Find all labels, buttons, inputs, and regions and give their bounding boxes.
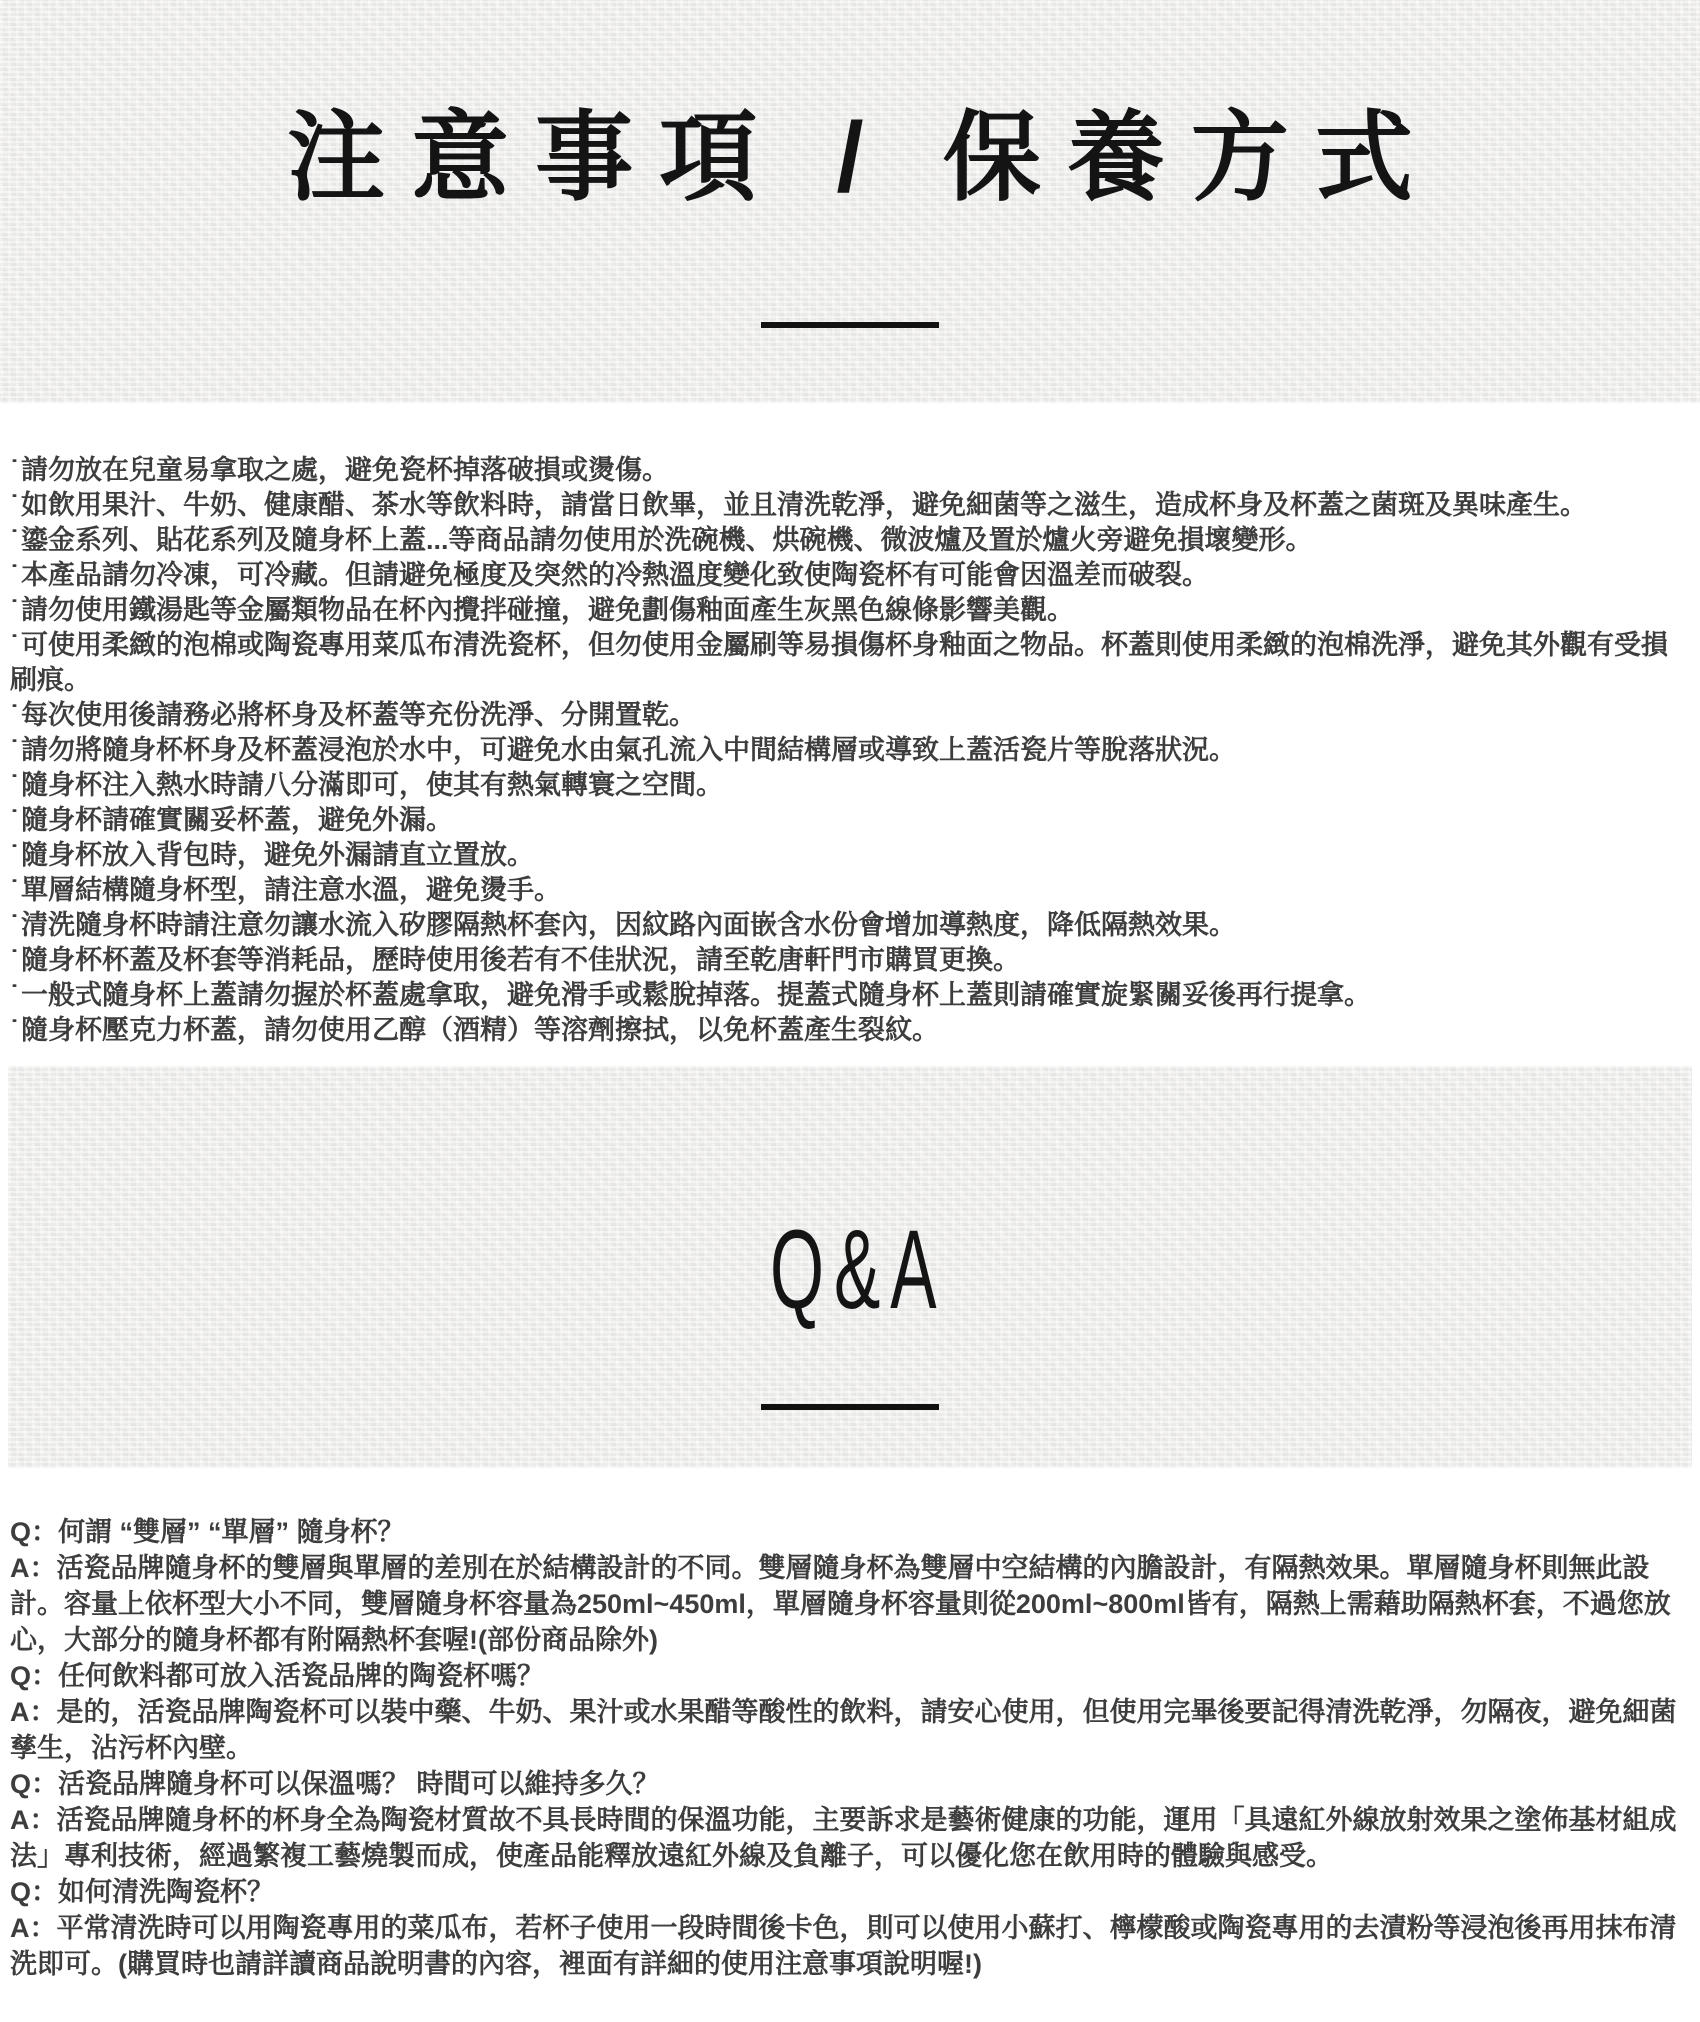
bullet-icon: ˙ <box>10 805 19 835</box>
bullet-icon: ˙ <box>10 910 19 940</box>
list-item <box>10 628 1690 698</box>
list-item-text: 隨身杯注入熱水時請八分滿即可，使其有熱氣轉寰之空間。 <box>21 770 723 800</box>
bullet-icon: ˙ <box>10 770 19 800</box>
bullet-icon: ˙ <box>10 735 19 765</box>
list-item <box>10 698 1690 733</box>
bullet-icon: ˙ <box>10 630 19 660</box>
bullet-icon: ˙ <box>10 980 19 1010</box>
list-item <box>10 488 1690 523</box>
list-item <box>10 978 1690 1013</box>
qa-answer: A：活瓷品牌隨身杯的杯身全為陶瓷材質故不具長時間的保溫功能，主要訴求是藝術健康的功能，運用「具遠紅外線放射效果之塗佈基材組成法」專利技術，經過繁複工藝燒製而成，使產品能釋放遠紅外線及負離子，可以優化您在飲用時的體驗與感受。 <box>10 1805 1677 1871</box>
list-item <box>10 1013 1690 1048</box>
bullet-icon: ˙ <box>10 525 19 555</box>
qa-question: Q：任何飲料都可放入活瓷品牌的陶瓷杯嗎？ <box>10 1661 545 1691</box>
title-divider <box>761 322 939 328</box>
bullet-icon: ˙ <box>10 1015 19 1045</box>
list-item-text: 隨身杯請確實關妥杯蓋，避免外漏。 <box>21 805 453 835</box>
list-item-text: 隨身杯杯蓋及杯套等消耗品，歷時使用後若有不佳狀況，請至乾唐軒門市購買更換。 <box>21 945 1020 975</box>
list-item-text: 單層結構隨身杯型，請注意水溫，避免燙手。 <box>21 875 561 905</box>
list-item-text: 本產品請勿冷凍，可冷藏。但請避免極度及突然的冷熱溫度變化致使陶瓷杯有可能會因溫差而破裂。 <box>21 560 1209 590</box>
list-item-text: 可使用柔緻的泡棉或陶瓷專用菜瓜布清洗瓷杯，但勿使用金屬刷等易損傷杯身釉面之物品。杯蓋則使用柔緻的泡棉洗淨，避免其外觀有受損刷痕。 <box>10 630 1668 695</box>
bullet-icon: ˙ <box>10 840 19 870</box>
list-item <box>10 453 1690 488</box>
list-item <box>10 558 1690 593</box>
page-title: 注意事項 / 保養方式 <box>287 102 1439 212</box>
list-item-text: 隨身杯壓克力杯蓋，請勿使用乙醇（酒精）等溶劑擦拭，以免杯蓋產生裂紋。 <box>21 1015 939 1045</box>
bullet-icon: ˙ <box>10 490 19 520</box>
list-item <box>10 523 1690 558</box>
qa-list <box>0 1468 1700 2022</box>
notice-list <box>0 403 1700 1066</box>
list-item-text: 清洗隨身杯時請注意勿讓水流入矽膠隔熱杯套內，因紋路內面嵌含水份會增加導熱度，降低隔熱效果。 <box>21 910 1236 940</box>
qa-title: Q&A <box>769 1207 947 1332</box>
list-item-text: 請勿使用鐵湯匙等金屬類物品在杯內攪拌碰撞，避免劃傷釉面產生灰黑色線條影響美觀。 <box>21 595 1074 625</box>
list-item <box>10 873 1690 908</box>
bullet-icon: ˙ <box>10 945 19 975</box>
qa-divider <box>761 1404 939 1410</box>
list-item <box>10 593 1690 628</box>
bullet-icon: ˙ <box>10 455 19 485</box>
list-item-text: 如飲用果汁、牛奶、健康醋、茶水等飲料時，請當日飲畢，並且清洗乾淨，避免細菌等之滋生，造成杯身及杯蓋之菌斑及異味產生。 <box>21 490 1587 520</box>
bullet-icon: ˙ <box>10 875 19 905</box>
list-item-text: 請勿將隨身杯杯身及杯蓋浸泡於水中，可避免水由氣孔流入中間結構層或導致上蓋活瓷片等脫落狀況。 <box>21 735 1236 765</box>
list-item-text: 請勿放在兒童易拿取之處，避免瓷杯掉落破損或燙傷。 <box>21 455 669 485</box>
list-item-text: 一般式隨身杯上蓋請勿握於杯蓋處拿取，避免滑手或鬆脫掉落。提蓋式隨身杯上蓋則請確實旋緊關妥後再行提拿。 <box>21 980 1371 1010</box>
bullet-icon: ˙ <box>10 700 19 730</box>
list-item <box>10 768 1690 803</box>
list-item <box>10 733 1690 768</box>
list-item-text: 鎏金系列、貼花系列及隨身杯上蓋...等商品請勿使用於洗碗機、烘碗機、微波爐及置於爐火旁避免損壞變形。 <box>21 525 1313 555</box>
qa-question: Q：如何清洗陶瓷杯？ <box>10 1877 275 1907</box>
list-item <box>10 908 1690 943</box>
list-item-text: 隨身杯放入背包時，避免外漏請直立置放。 <box>21 840 534 870</box>
notice-banner <box>0 0 1700 403</box>
qa-question: Q：何謂 “雙層” “單層” 隨身杯？ <box>10 1517 405 1547</box>
qa-answer: A：平常清洗時可以用陶瓷專用的菜瓜布，若杯子使用一段時間後卡色，則可以使用小蘇打、檸檬酸或陶瓷專用的去漬粉等浸泡後再用抹布清洗即可。(購買時也請詳讀商品說明書的內容，裡面有詳細的使用注意事項說明喔!) <box>10 1913 1677 1979</box>
list-item <box>10 943 1690 978</box>
list-item <box>10 803 1690 838</box>
qa-question: Q：活瓷品牌隨身杯可以保溫嗎？ 時間可以維持多久？ <box>10 1769 660 1799</box>
qa-answer: A：是的，活瓷品牌陶瓷杯可以裝中藥、牛奶、果汁或水果醋等酸性的飲料，請安心使用，但使用完畢後要記得清洗乾淨，勿隔夜，避免細菌孳生，沾污杯內壁。 <box>10 1697 1677 1763</box>
list-item <box>10 838 1690 873</box>
bullet-icon: ˙ <box>10 560 19 590</box>
bullet-icon: ˙ <box>10 595 19 625</box>
list-item-text: 每次使用後請務必將杯身及杯蓋等充份洗淨、分開置乾。 <box>21 700 696 730</box>
qa-banner <box>8 1066 1692 1468</box>
qa-answer: A：活瓷品牌隨身杯的雙層與單層的差別在於結構設計的不同。雙層隨身杯為雙層中空結構的內膽設計，有隔熱效果。單層隨身杯則無此設計。容量上依杯型大小不同，雙層隨身杯容量為250ml~450ml，單層隨身杯容量則從200ml~800ml皆有，隔熱上需藉助隔熱杯套，不過您放心，大部分的隨身杯都有附隔熱杯套喔!(部份商品除外) <box>10 1553 1671 1655</box>
